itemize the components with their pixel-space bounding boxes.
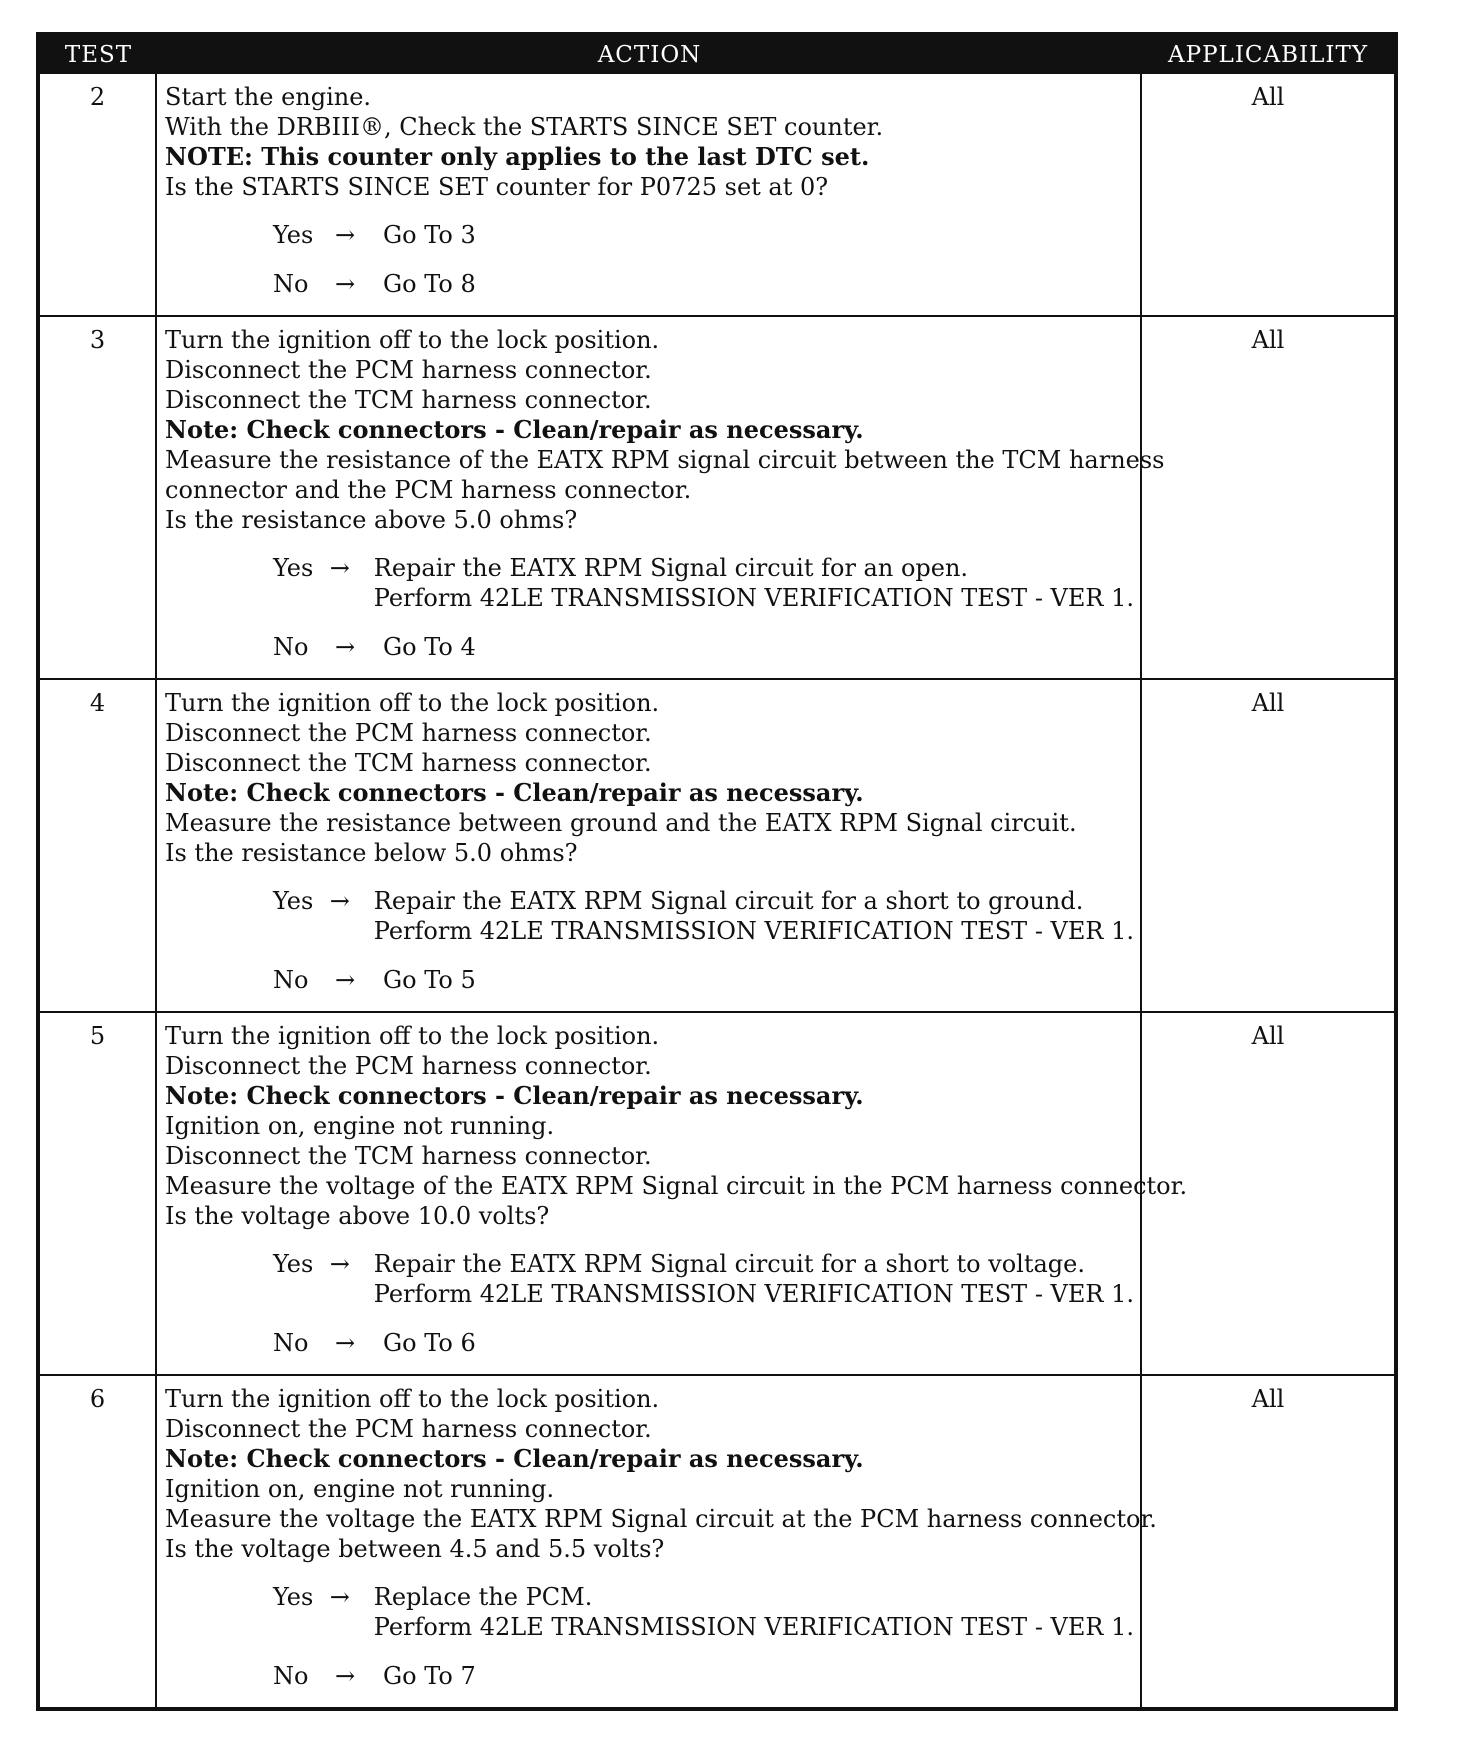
test-number: 2	[40, 74, 157, 315]
action-cell	[157, 317, 1165, 678]
answer-line: Go To 5	[383, 966, 476, 994]
action-line: Measure the voltage of the EATX RPM Signal circuit in the PCM harness connector.	[165, 1172, 1188, 1200]
answer-label: Yes	[273, 887, 314, 915]
applicability: All	[1251, 326, 1285, 354]
answer-text	[383, 1328, 1134, 1358]
answer-list	[165, 1582, 1134, 1691]
action-line: Ignition on, engine not running.	[165, 1112, 555, 1140]
answer-line: Go To 3	[383, 221, 476, 249]
arrow-right-icon: →	[329, 554, 350, 582]
answer-label: Yes	[273, 1583, 314, 1611]
action-cell	[157, 1013, 1188, 1374]
action-line: Disconnect the TCM harness connector.	[165, 386, 652, 414]
header-applicability: APPLICABILITY	[1168, 42, 1368, 68]
answer-no	[165, 1661, 1134, 1691]
table-body	[40, 74, 1394, 1707]
answer-yes	[165, 886, 1134, 946]
note-line: NOTE: This counter only applies to the last DTC set.	[165, 142, 870, 171]
answer-line: Go To 4	[383, 633, 476, 661]
action-line: Disconnect the TCM harness connector.	[165, 1142, 652, 1170]
table-header	[40, 36, 1394, 74]
test-number: 4	[40, 680, 157, 1011]
arrow-right-icon: →	[329, 1583, 350, 1611]
answer-text	[383, 965, 1134, 995]
answer-line: Repair the EATX RPM Signal circuit for a short to ground.	[373, 887, 1084, 915]
table-row	[40, 1374, 1394, 1707]
applicability: All	[1251, 1385, 1285, 1413]
arrow-right-icon: →	[335, 221, 356, 249]
arrow-right-icon: →	[335, 270, 356, 298]
answer-yes	[165, 220, 1134, 250]
answer-text	[383, 220, 1134, 250]
diagnostic-test-table	[36, 32, 1398, 1711]
table-row	[40, 678, 1394, 1011]
answer-list	[165, 220, 1134, 299]
action-cell	[157, 1376, 1157, 1707]
answer-label: Yes	[273, 221, 314, 249]
action-line: With the DRBIII®, Check the STARTS SINCE SET counter.	[165, 113, 884, 141]
header-action: ACTION	[597, 42, 702, 68]
header-test: TEST	[64, 42, 133, 68]
arrow-right-icon: →	[335, 966, 356, 994]
answer-line: Repair the EATX RPM Signal circuit for a short to voltage.	[373, 1250, 1086, 1278]
action-line: Disconnect the TCM harness connector.	[165, 749, 652, 777]
action-line: connector and the PCM harness connector.	[165, 476, 692, 504]
answer-label: No	[273, 1329, 309, 1357]
answer-text	[383, 1661, 1134, 1691]
action-line: Disconnect the PCM harness connector.	[165, 1052, 652, 1080]
action-line: Turn the ignition off to the lock position.	[165, 1385, 660, 1413]
answer-no	[165, 965, 1134, 995]
action-line: Measure the voltage the EATX RPM Signal circuit at the PCM harness connector.	[165, 1505, 1157, 1533]
answer-label: No	[273, 966, 309, 994]
answer-line: Perform 42LE TRANSMISSION VERIFICATION TEST - VER 1.	[373, 1613, 1134, 1641]
answer-line: Perform 42LE TRANSMISSION VERIFICATION TEST - VER 1.	[373, 584, 1134, 612]
answer-line: Replace the PCM.	[373, 1583, 593, 1611]
table-row	[40, 74, 1394, 315]
answer-line: Perform 42LE TRANSMISSION VERIFICATION TEST - VER 1.	[373, 1280, 1134, 1308]
action-line: Is the voltage above 10.0 volts?	[165, 1202, 550, 1230]
answer-yes	[165, 1249, 1134, 1309]
note-line: Note: Check connectors - Clean/repair as necessary.	[165, 415, 864, 444]
answer-text	[383, 632, 1134, 662]
action-line: Disconnect the PCM harness connector.	[165, 1415, 652, 1443]
answer-list	[165, 553, 1134, 662]
answer-line: Perform 42LE TRANSMISSION VERIFICATION TEST - VER 1.	[373, 917, 1134, 945]
answer-label: No	[273, 1662, 309, 1690]
answer-text	[374, 1249, 1134, 1309]
answer-yes	[165, 553, 1134, 613]
action-line: Disconnect the PCM harness connector.	[165, 356, 652, 384]
answer-no	[165, 1328, 1134, 1358]
answer-text	[374, 886, 1134, 946]
answer-text	[374, 1582, 1134, 1642]
action-line: Ignition on, engine not running.	[165, 1475, 555, 1503]
note-line: Note: Check connectors - Clean/repair as necessary.	[165, 778, 864, 807]
action-line: Turn the ignition off to the lock position.	[165, 326, 660, 354]
answer-line: Go To 6	[383, 1329, 476, 1357]
answer-list	[165, 1249, 1134, 1358]
applicability: All	[1251, 1022, 1285, 1050]
action-line: Is the voltage between 4.5 and 5.5 volts?	[165, 1535, 665, 1563]
action-line: Measure the resistance of the EATX RPM signal circuit between the TCM harness	[165, 446, 1165, 474]
arrow-right-icon: →	[335, 633, 356, 661]
answer-no	[165, 632, 1134, 662]
applicability: All	[1251, 689, 1285, 717]
answer-label: No	[273, 633, 309, 661]
arrow-right-icon: →	[329, 1250, 350, 1278]
action-line: Is the resistance above 5.0 ohms?	[165, 506, 578, 534]
action-line: Is the STARTS SINCE SET counter for P0725 set at 0?	[165, 173, 829, 201]
answer-line: Go To 7	[383, 1662, 476, 1690]
action-line: Disconnect the PCM harness connector.	[165, 719, 652, 747]
action-line: Start the engine.	[165, 83, 372, 111]
table-row	[40, 315, 1394, 678]
answer-label: No	[273, 270, 309, 298]
answer-line: Repair the EATX RPM Signal circuit for an open.	[373, 554, 969, 582]
test-number: 3	[40, 317, 157, 678]
answer-line: Go To 8	[383, 270, 476, 298]
answer-label: Yes	[273, 1250, 314, 1278]
action-line: Is the resistance below 5.0 ohms?	[165, 839, 578, 867]
test-number: 6	[40, 1376, 157, 1707]
arrow-right-icon: →	[329, 887, 350, 915]
answer-no	[165, 269, 1134, 299]
applicability: All	[1251, 83, 1285, 111]
action-cell	[157, 74, 1142, 315]
action-line: Measure the resistance between ground and the EATX RPM Signal circuit.	[165, 809, 1077, 837]
note-line: Note: Check connectors - Clean/repair as necessary.	[165, 1444, 864, 1473]
test-number: 5	[40, 1013, 157, 1374]
answer-text	[374, 553, 1134, 613]
arrow-right-icon: →	[335, 1662, 356, 1690]
action-cell	[157, 680, 1142, 1011]
action-line: Turn the ignition off to the lock position.	[165, 1022, 660, 1050]
action-line: Turn the ignition off to the lock position.	[165, 689, 660, 717]
answer-list	[165, 886, 1134, 995]
answer-yes	[165, 1582, 1134, 1642]
note-line: Note: Check connectors - Clean/repair as necessary.	[165, 1081, 864, 1110]
arrow-right-icon: →	[335, 1329, 356, 1357]
answer-label: Yes	[273, 554, 314, 582]
table-row	[40, 1011, 1394, 1374]
answer-text	[383, 269, 1134, 299]
